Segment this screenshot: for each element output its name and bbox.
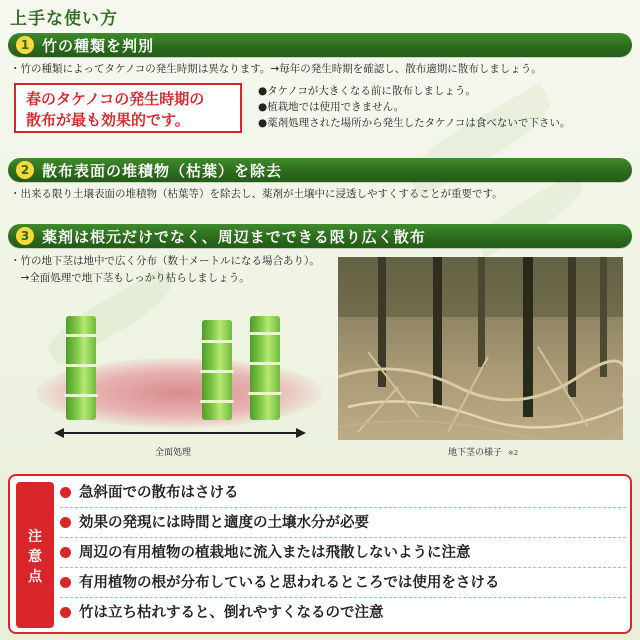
page-title: 上手な使い方 <box>10 9 118 29</box>
section-2-header <box>8 158 632 182</box>
section-3-note-1: ・竹の地下茎は地中で広く分布（数十メートルになる場合あり）。 <box>10 255 320 267</box>
warning-item <box>60 481 239 505</box>
warnings-box <box>8 474 632 634</box>
photo-caption <box>448 445 518 458</box>
rhizome-photo-image <box>338 257 623 440</box>
divider <box>60 567 626 568</box>
width-arrow <box>30 424 330 444</box>
warnings-label-char: 意 <box>28 549 42 565</box>
section-3-note-2: →全面処理で地下茎もしっかり枯らしましょう。 <box>10 272 250 284</box>
section-1-title: 竹の種類を判別 <box>42 37 155 55</box>
warnings-label-char: 点 <box>28 569 42 585</box>
highlight-line-2: 散布が最も効果的です。 <box>26 111 190 129</box>
warnings-label-tab <box>16 482 54 628</box>
red-bullet-icon <box>60 487 71 498</box>
bamboo-illustration <box>30 300 330 460</box>
bamboo-stalk <box>202 320 232 420</box>
red-bullet-icon <box>60 577 71 588</box>
warning-item <box>60 541 471 565</box>
section-1-note: ・竹の種類によってタケノコの発生時期は異なります。→毎年の発生時期を確認し、散布適期に散布しましょう。 <box>10 63 542 75</box>
warning-text: 効果の発現には時間と適度の土壌水分が必要 <box>79 515 369 531</box>
highlight-line-1: 春のタケノコの発生時期の <box>26 90 205 108</box>
section-2-note: ・出来る限り土壌表面の堆積物（枯葉等）を除去し、薬剤が土壌中に浸透しやすくすることが重要です。 <box>10 188 503 200</box>
bamboo-stalk <box>250 316 280 420</box>
red-bullet-icon <box>60 547 71 558</box>
warnings-label-char: 注 <box>28 529 42 545</box>
section-1-bullet: ●タケノコが大きくなる前に散布しましょう。 <box>258 85 476 97</box>
warning-item <box>60 511 369 535</box>
warning-item <box>60 571 499 595</box>
photo-reference: ※2 <box>507 449 519 457</box>
warning-item <box>60 601 384 625</box>
red-bullet-icon <box>60 517 71 528</box>
section-1-bullet: ●植栽地では使用できません。 <box>258 101 405 113</box>
warning-text: 竹は立ち枯れすると、倒れやすくなるので注意 <box>79 605 384 621</box>
warning-text: 急斜面での散布はさける <box>79 485 239 501</box>
section-number-badge: 3 <box>16 227 34 245</box>
warning-text: 有用植物の根が分布していると思われるところでは使用をさける <box>79 575 500 591</box>
highlight-box <box>14 83 242 133</box>
divider <box>60 597 626 598</box>
bamboo-stalk <box>66 316 96 420</box>
section-3-header <box>8 224 632 248</box>
section-number-badge: 1 <box>16 36 34 54</box>
section-3-title: 薬剤は根元だけでなく、周辺までできる限り広く散布 <box>42 228 426 246</box>
section-1-bullet: ●薬剤処理された場所から発生したタケノコは食べないで下さい。 <box>258 117 571 129</box>
section-1-header <box>8 33 632 57</box>
red-bullet-icon <box>60 607 71 618</box>
section-2-title: 散布表面の堆積物（枯葉）を除去 <box>42 162 283 180</box>
section-number-badge: 2 <box>16 161 34 179</box>
illustration-caption: 全面処理 <box>155 448 192 458</box>
divider <box>60 507 626 508</box>
divider <box>60 537 626 538</box>
warning-text: 周辺の有用植物の植栽地に流入または飛散しないように注意 <box>79 545 471 561</box>
rhizome-photo <box>338 257 623 440</box>
photo-caption-text: 地下茎の様子 <box>448 448 503 458</box>
